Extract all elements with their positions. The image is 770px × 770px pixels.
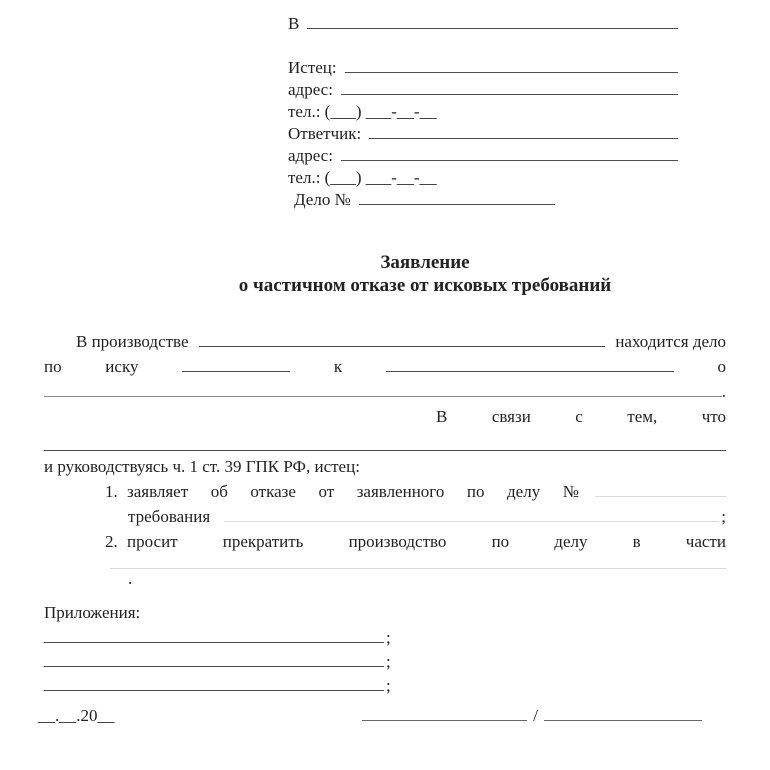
item1-word: от: [318, 482, 335, 501]
item2-word: по: [491, 532, 510, 551]
attachments-list: [44, 628, 726, 700]
attachments-heading: [44, 603, 726, 628]
list-item-1: [44, 482, 726, 507]
item1-semicolon: ;: [721, 507, 726, 526]
intro-word: с: [575, 407, 583, 426]
defendant-address-blank: [341, 160, 678, 161]
intro-word: о: [717, 357, 726, 376]
case-number-line: [288, 190, 678, 212]
plaintiff-phone-template: тел.: (___) ___-__-__: [288, 102, 437, 121]
claim-subject-blank: [44, 396, 722, 397]
plaintiff-address-label: адрес:: [288, 80, 333, 99]
intro-line2: [44, 357, 726, 382]
item1-word: заявленного: [356, 482, 445, 501]
list-number: 1.: [105, 482, 118, 501]
item2-words: [127, 532, 726, 552]
intro-text-left: В производстве: [76, 332, 189, 351]
plaintiff-short-blank: [182, 371, 290, 372]
reason-blank: [44, 450, 726, 451]
attachment-semicolon: ;: [386, 628, 391, 647]
attachment-line: [44, 652, 726, 676]
defendant-phone-line: [288, 168, 678, 190]
defendant-name-blank: [369, 138, 678, 139]
intro-line4: [44, 407, 726, 432]
case-number-inline-blank: [595, 496, 726, 497]
list-number: 2.: [105, 532, 118, 551]
attachment-semicolon: ;: [386, 652, 391, 671]
list-item-2-end: [44, 569, 726, 591]
intro-line6: [44, 457, 726, 482]
item2-word: делу: [554, 532, 588, 551]
case-number-label: Дело №: [294, 190, 351, 209]
document-title: [0, 251, 770, 297]
intro-line5: [44, 432, 726, 457]
defendant-address-line: [288, 146, 678, 168]
intro-word: связи: [491, 407, 531, 426]
court-line: [288, 14, 678, 36]
intro-word: иску: [105, 357, 139, 376]
attachment-blank: [44, 690, 384, 691]
item1-word: заявляет: [127, 482, 189, 501]
item1-word: делу: [507, 482, 541, 501]
title-line1: Заявление: [380, 252, 470, 273]
court-production-blank: [199, 346, 606, 347]
court-prefix-label: В: [288, 14, 300, 33]
plaintiff-address-blank: [341, 94, 678, 95]
item1-words: [127, 482, 579, 502]
attachment-line: [44, 676, 726, 700]
item2-word: в: [632, 532, 641, 551]
list-item-2: [44, 532, 726, 557]
signature-blank: [362, 720, 527, 721]
plaintiff-line: [288, 58, 678, 80]
defendant-label: Ответчик:: [288, 124, 362, 143]
intro-word: что: [701, 407, 726, 426]
item2-word: просит: [127, 532, 178, 551]
intro-line3: [44, 382, 726, 407]
title-line2: о частичном отказе от исковых требований: [238, 275, 612, 296]
claim-requirement-blank: [224, 521, 719, 522]
item1-continuation-word: требования: [128, 507, 211, 526]
document-header: [288, 14, 678, 212]
intro-word: В: [436, 407, 448, 426]
list-item-2-continuation: [44, 557, 726, 569]
signature-separator: /: [533, 706, 538, 725]
plaintiff-address-line: [288, 80, 678, 102]
plaintiff-phone-line: [288, 102, 678, 124]
intro-line4-words: [436, 407, 726, 427]
signature-block: [362, 706, 702, 726]
defendant-address-label: адрес:: [288, 146, 333, 165]
item2-word: части: [685, 532, 726, 551]
plaintiff-label: Истец:: [288, 58, 337, 77]
sentence-period: .: [721, 382, 726, 401]
defendant-short-blank: [386, 371, 674, 372]
intro-text-right: находится дело: [615, 332, 726, 351]
attachment-line: [44, 628, 726, 652]
court-name-blank: [307, 28, 678, 29]
item1-word: по: [466, 482, 485, 501]
item1-word: отказе: [250, 482, 296, 501]
defendant-line: [288, 124, 678, 146]
signature-name-blank: [544, 720, 702, 721]
intro-word: тем,: [627, 407, 658, 426]
list-item-1-line2: [44, 507, 726, 532]
legal-basis-text: и руководствуясь ч. 1 ст. 39 ГПК РФ, истец:: [44, 457, 360, 476]
item1-word: об: [210, 482, 228, 501]
item2-word: производство: [348, 532, 447, 551]
intro-line1: [44, 332, 726, 357]
attachment-blank: [44, 642, 384, 643]
case-part-blank: [110, 568, 726, 569]
attachment-semicolon: ;: [386, 676, 391, 695]
item1-word: №: [562, 482, 579, 501]
intro-word: по: [44, 357, 62, 376]
plaintiff-name-blank: [345, 72, 678, 73]
date-blank-template: __.__.20__: [38, 706, 115, 725]
attachment-blank: [44, 666, 384, 667]
defendant-phone-template: тел.: (___) ___-__-__: [288, 168, 437, 187]
case-number-blank: [359, 204, 555, 205]
item2-period: .: [128, 569, 133, 588]
document-body: [44, 332, 726, 700]
item2-word: прекратить: [222, 532, 304, 551]
attachments-label: Приложения:: [44, 603, 141, 622]
intro-word: к: [333, 357, 343, 376]
document-footer: [38, 706, 730, 732]
